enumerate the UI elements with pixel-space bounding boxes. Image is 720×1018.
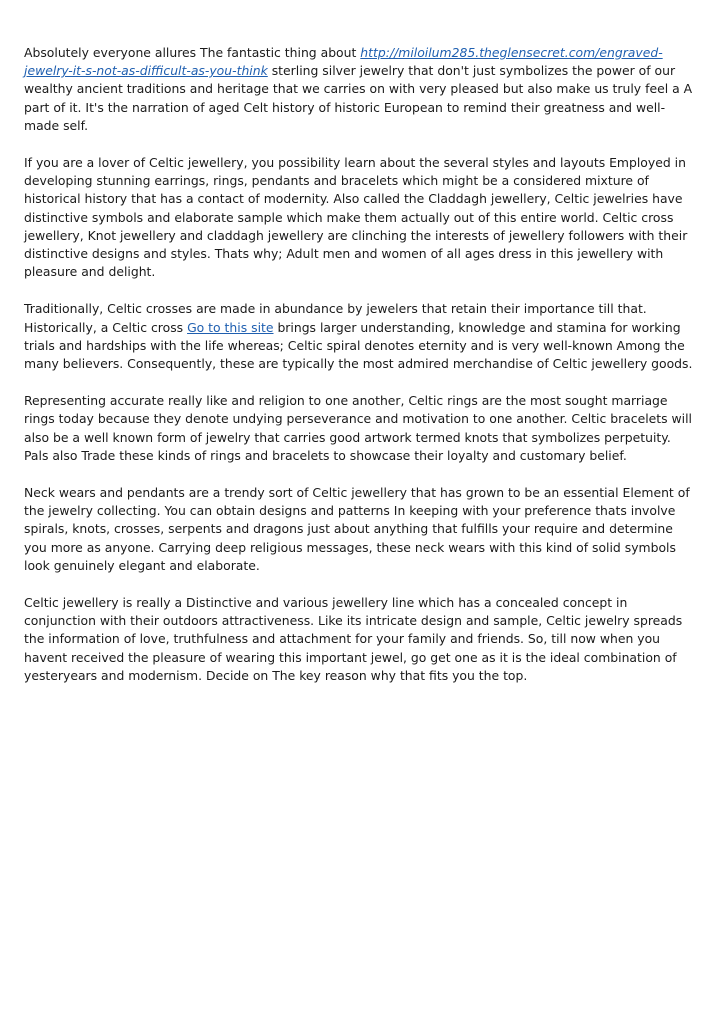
go-to-this-site-link[interactable]: Go to this site [187,319,274,335]
paragraph-4: Representing accurate really like and religion to one another, Celtic rings are the most sought marriage rings today because they denote undying perseverance and motivation to one another. Celtic bracelets will also be a well known form of jewelry that carries good artwork termed knots that symbolizes perpetuity. Pals also Trade these kinds of rings and bracelets to showcase their loyalty and customary belief. [24,393,692,463]
paragraph-2: If you are a lover of Celtic jewellery, you possibility learn about the several styles and layouts Employed in developing stunning earrings, rings, pendants and bracelets which might be a considered mixture of historical history that has a contact of modernity. Also called the Claddagh jewellery, Celtic jewelries have distinctive symbols and elaborate sample which make them actually out of this entire world. Celtic cross jewellery, Knot jewellery and claddagh jewellery are clinching the interests of jewellery followers with their distinctive designs and styles. Thats why; Adult men and women of all ages dress in this jewellery with pleasure and delight. [24,155,688,280]
paragraph-3-text-before: Traditionally, Celtic crosses are made in abundance by jewelers that retain their importance till that. Historically, a Celtic cross [24,301,647,335]
paragraph-3-text-after: brings larger understanding, knowledge and stamina for working trials and hardships with the life whereas; Celtic spiral denotes eternity and is very well-known Among the many believers. Consequently, these are typically the most admired merchandise of Celtic jewellery goods. [24,319,693,372]
article-url-link[interactable]: http://miloilum285.theglensecret.com/engraved-jewelry-it-s-not-as-difficult-as-you-think [24,45,663,79]
article-body [24,44,696,704]
paragraph-1-text-before: Absolutely everyone allures The fantastic thing about [24,45,361,60]
paragraph-6: Celtic jewellery is really a Distinctive and various jewellery line which has a concealed concept in conjunction with their outdoors attractiveness. Like its intricate design and sample, Celtic jewelry spreads the information of love, truthfulness and attachment for your family and friends. So, till now when you havent received the pleasure of wearing this important jewel, go get one as it is the ideal combination of yesteryears and modernism. Decide on The key reason why that fits you the top. [24,595,683,683]
paragraph-3 [24,300,696,373]
paragraph-5: Neck wears and pendants are a trendy sort of Celtic jewellery that has grown to be an essential Element of the jewelry collecting. You can obtain designs and patterns In keeping with your preference thats involve spirals, knots, crosses, serpents and dragons just about anything that fulfills your require and determine you more as anyone. Carrying deep religious messages, these neck wears with this kind of solid symbols look genuinely elegant and elaborate. [24,485,690,573]
paragraph-1 [24,44,696,135]
paragraph-1-text-after: sterling silver jewelry that don't just symbolizes the power of our wealthy ancient traditions and heritage that we carries on with very pleased but also make us truly feel a A part of it. It's the narration of aged Celt history of historic European to remind their greatness and well-made self. [24,63,693,133]
